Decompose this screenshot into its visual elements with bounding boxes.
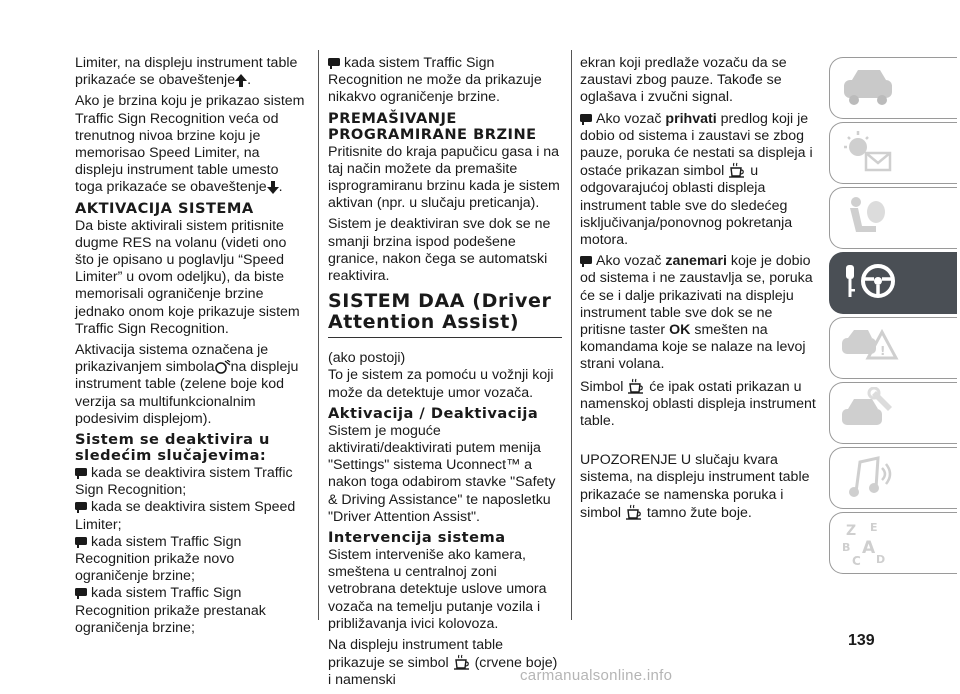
paragraph: Pritisnite do kraja papučicu gasa i na taj način možete da premašite isprogramiranu brzinu kada je sistem aktivan (npr. u slučaju preticanja). — [328, 143, 560, 212]
paragraph: Ako vozač prihvati predlog koji je dobio od sistema i zaustavi se zbog pauze, poruka će nestati sa displeja i ostaće prikazan simbol u odgovarajućoj oblasti displeja instrument table sve do sledećeg isključivanja/ponovnog pokretanja motora. — [580, 110, 813, 249]
svg-text:E: E — [870, 521, 878, 534]
tab-safety[interactable] — [829, 187, 957, 249]
seat-airbag-icon — [836, 192, 906, 244]
paragraph: Sistem je moguće aktivirati/deaktivirati putem menija "Settings" sistema Uconnect™ a nakon toga odabirom stavke "Safety & Driving Assistance" te naposletku "Driver Attention Assist". — [328, 422, 556, 525]
tab-emergency[interactable] — [829, 317, 957, 379]
bullet-icon — [580, 256, 592, 264]
paragraph: Sistem interveniše ako kamera, smeštena u centralnoj zoni vetrobrana detektuje uslove umora vozača na temelju putanje vozila i približavanja ivici kolovoza. — [328, 547, 547, 632]
paragraph: ekran koji predlaže vozaču da se zaustavi zbog pauze. Takođe se oglašava i zvučni signal. — [580, 55, 787, 106]
car-dashboard-icon — [836, 62, 906, 114]
column-3 — [580, 55, 818, 526]
column-1 — [75, 55, 307, 637]
tab-maintenance[interactable] — [829, 382, 957, 444]
warning-paragraph: UPOZORENJE U slučaju kvara sistema, na displeju instrument table prikazaće se namenska poruka i simbol tamno žute boje. — [580, 452, 810, 521]
emergency-triangle-icon — [836, 322, 906, 374]
section-heading-intervention: Intervencija sistema — [328, 529, 506, 547]
bullet-icon — [75, 468, 87, 476]
section-heading-override: PREMAŠIVANJE PROGRAMIRANE BRZINE — [328, 109, 537, 143]
paragraph: Limiter, na displeju instrument table prikazaće se obaveštenje . — [75, 55, 298, 89]
coffee-cup-icon — [627, 378, 645, 394]
paragraph: Da biste aktivirali sistem pritisnite dugme RES na volanu (videti ono što je opisano u poglavlju “Speed Limiter” u ovom odeljku), da biste memorisali ograničenje brzine jednako onom koje prikazuje sistem Traffic Sign Recognition. — [75, 217, 300, 337]
section-heading-activation: AKTIVACIJA SISTEMA — [75, 199, 254, 217]
paragraph: Ako vozač zanemari koje je dobio od sistema i ne zaustavlja se, poruka će se i dalje prikazivati na displeju instrument table sve dok se ne pritisne taster OK smešten na komandama koje se nalaze na levoj strani volana. — [580, 253, 813, 373]
arrow-up-icon — [235, 74, 247, 87]
svg-text:D: D — [876, 553, 886, 566]
tab-starting-driving[interactable] — [829, 252, 957, 314]
tab-technical-data[interactable] — [829, 447, 957, 509]
section-heading-activation-deactivation: Aktivacija / Deaktivacija — [328, 404, 539, 422]
section-title-daa: SISTEM DAA (Driver Attention Assist) — [328, 291, 562, 338]
bullet-icon — [580, 114, 592, 122]
paragraph: Sistem je deaktiviran sve dok se ne smanji brzina ispod podešene granice, nakon čega se automatski reaktivira. — [328, 216, 551, 285]
key-steering-wheel-icon — [836, 257, 906, 309]
paragraph: Aktivacija sistema označena je prikazivanjem simbola na displeju instrument table (zelene boje kod verzija sa multifunkcionalnim podesivim displejom). — [75, 342, 299, 427]
coffee-cup-icon — [728, 162, 746, 178]
svg-text:!: ! — [880, 344, 886, 358]
paragraph: Na displeju instrument table prikazuje se simbol (crvene boje) i namenski — [328, 637, 558, 689]
service-wrench-icon — [836, 387, 906, 439]
coffee-cup-icon — [625, 504, 643, 520]
page-number: 139 — [848, 632, 875, 649]
list-item: kada se deaktivira sistem Speed Limiter; — [75, 499, 296, 533]
list-item: kada sistem Traffic Sign Recognition ne može da prikazuje nikakvo ograničenje brzine. — [328, 55, 542, 106]
tab-warning-lights[interactable] — [829, 122, 957, 184]
paragraph: Ako je brzina koju je prikazao sistem Traffic Sign Recognition veća od trenutnog nivoa brzine koju je memorisao Speed Limiter, na displeju instrument table umesto toga prikazaće se obaveštenje . — [75, 93, 305, 196]
chapter-tabs — [829, 57, 957, 577]
svg-text:Z: Z — [846, 523, 857, 539]
bullet-icon — [75, 537, 87, 545]
speed-limit-sign-icon — [215, 360, 231, 374]
column-2 — [328, 55, 562, 694]
column-divider — [571, 50, 572, 620]
alphabetical-index-icon — [836, 517, 906, 569]
multimedia-icon — [836, 452, 906, 504]
warning-lights-icon — [836, 127, 906, 179]
column-divider — [318, 50, 319, 620]
list-item: kada sistem Traffic Sign Recognition prikaže novo ograničenje brzine; — [75, 533, 242, 585]
coffee-cup-icon — [453, 654, 471, 670]
list-item: kada se deaktivira sistem Traffic Sign Recognition; — [75, 465, 293, 499]
bullet-list — [75, 465, 307, 637]
svg-text:C: C — [852, 554, 861, 568]
arrow-down-icon — [267, 181, 279, 194]
bullet-icon — [75, 502, 87, 510]
bullet-icon — [328, 58, 340, 66]
paragraph: (ako postoji) — [328, 350, 406, 367]
paragraph: To je sistem za pomoću u vožnji koji može da detektuje umor vozača. — [328, 367, 554, 401]
svg-text:B: B — [842, 541, 851, 554]
tab-index[interactable] — [829, 512, 957, 574]
bullet-icon — [75, 588, 87, 596]
tab-dashboard[interactable] — [829, 57, 957, 119]
section-heading-deactivation: Sistem se deaktivira u sledećim slučajevima: — [75, 431, 270, 465]
watermark: carmanualsonline.info — [520, 667, 673, 684]
svg-text:A: A — [862, 538, 876, 558]
list-item: kada sistem Traffic Sign Recognition prikaže prestanak ograničenja brzine; — [75, 585, 266, 636]
paragraph: Simbol će ipak ostati prikazan u namenskoj oblasti displeja instrument table. — [580, 378, 816, 430]
